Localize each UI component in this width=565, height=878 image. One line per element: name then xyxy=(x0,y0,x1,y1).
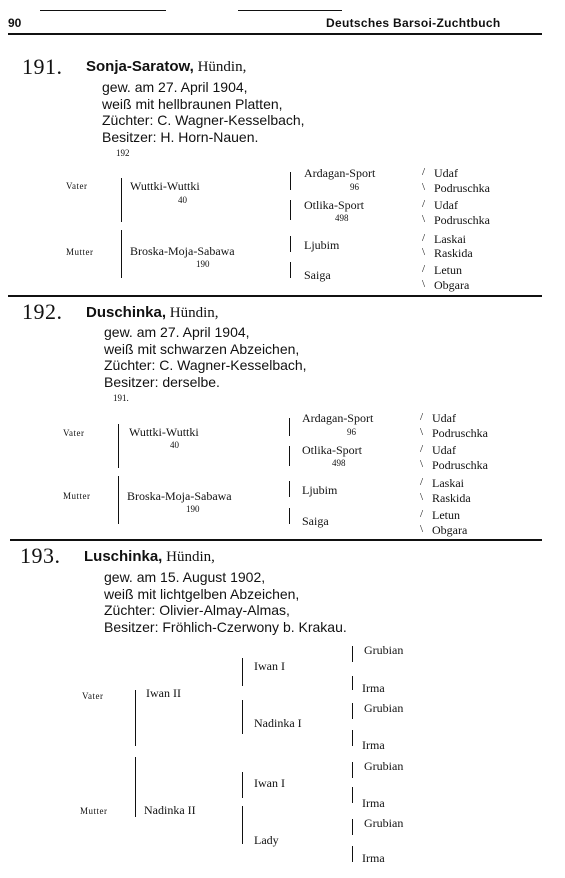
dog-name: Sonja-Saratow, xyxy=(86,58,194,75)
brace xyxy=(289,418,290,436)
detail-line: gew. am 15. August 1902, xyxy=(104,569,266,585)
entry-heading xyxy=(86,304,219,322)
ancestor-name: Grubian xyxy=(364,816,404,830)
sire-name: Iwan II xyxy=(146,686,181,700)
brace xyxy=(352,646,353,662)
brace xyxy=(290,172,291,190)
bracket-mark: \ xyxy=(422,181,426,193)
detail-line: Besitzer: H. Horn-Nauen. xyxy=(102,128,259,145)
dam-name: Nadinka II xyxy=(144,803,196,817)
dog-sex: Hündin, xyxy=(169,305,219,321)
dog-sex: Hündin, xyxy=(197,59,247,75)
sire-number: 40 xyxy=(178,195,187,205)
brace xyxy=(242,700,243,734)
ancestor-name: Irma xyxy=(362,738,385,752)
brace xyxy=(135,757,136,817)
brace xyxy=(121,178,122,222)
grandparent-name: Nadinka I xyxy=(254,716,302,730)
bracket-mark: / xyxy=(422,232,426,244)
bracket-mark: \ xyxy=(420,491,424,503)
detail-line: gew. am 27. April 1904, xyxy=(102,79,248,95)
ancestor-name: Laskai xyxy=(434,232,466,246)
brace xyxy=(242,658,243,686)
grandparent-number: 498 xyxy=(335,213,349,223)
vater-label: Vater xyxy=(82,691,104,701)
brace xyxy=(352,846,353,862)
ancestor-name: Irma xyxy=(362,796,385,810)
brace xyxy=(352,676,353,690)
mutter-label: Mutter xyxy=(66,247,94,257)
detail-line: Besitzer: Fröhlich-Czerwony b. Krakau. xyxy=(104,618,347,635)
ancestor-name: Podruschka xyxy=(434,213,490,227)
ancestor-name: Udaf xyxy=(432,443,456,457)
ancestor-name: Podruschka xyxy=(432,426,488,440)
brace xyxy=(290,200,291,220)
brace xyxy=(352,762,353,778)
mutter-label: Mutter xyxy=(80,806,108,816)
dog-name: Duschinka, xyxy=(86,304,167,321)
entry-heading xyxy=(86,58,246,76)
entry-details xyxy=(104,324,307,390)
brace xyxy=(352,819,353,835)
grandparent-name: Lady xyxy=(254,833,279,847)
brace xyxy=(352,703,353,719)
dam-number: 190 xyxy=(186,504,200,514)
ancestor-name: Udaf xyxy=(432,411,456,425)
ancestor-name: Irma xyxy=(362,681,385,695)
brace xyxy=(135,690,136,746)
detail-line: weiß mit schwarzen Abzeichen, xyxy=(104,340,300,357)
bracket-mark: / xyxy=(422,198,426,210)
sire-name: Wuttki-Wuttki xyxy=(130,179,200,193)
bracket-mark: \ xyxy=(420,523,424,535)
page-title: Deutsches Barsoi-Zuchtbuch xyxy=(326,16,501,30)
ancestor-name: Udaf xyxy=(434,198,458,212)
ancestor-name: Podruschka xyxy=(434,181,490,195)
entry-divider xyxy=(10,539,542,541)
grandparent-number: 96 xyxy=(347,427,356,437)
ancestor-name: Obgara xyxy=(432,523,468,537)
grandparent-name: Saiga xyxy=(304,268,331,282)
bracket-mark: \ xyxy=(420,426,424,438)
entry-divider xyxy=(8,295,542,297)
ancestor-name: Podruschka xyxy=(432,458,488,472)
detail-line: Besitzer: derselbe. xyxy=(104,373,220,390)
grandparent-name: Iwan I xyxy=(254,776,285,790)
bracket-mark: / xyxy=(422,166,426,178)
bracket-mark: \ xyxy=(420,458,424,470)
brace xyxy=(352,730,353,746)
dog-sex: Hündin, xyxy=(166,549,215,565)
entry-ref: 192 xyxy=(116,148,130,158)
bracket-mark: \ xyxy=(422,246,426,258)
ancestor-name: Irma xyxy=(362,851,385,865)
dam-name: Broska-Moja-Sabawa xyxy=(127,489,232,503)
entry-details xyxy=(104,569,347,635)
grandparent-name: Iwan I xyxy=(254,659,285,673)
grandparent-name: Ljubim xyxy=(304,238,340,252)
vater-label: Vater xyxy=(63,428,85,438)
brace xyxy=(118,424,119,468)
entry-ref: 191. xyxy=(113,393,129,403)
brace xyxy=(290,262,291,278)
ancestor-name: Raskida xyxy=(432,491,471,505)
sire-number: 40 xyxy=(170,440,179,450)
dam-number: 190 xyxy=(196,259,210,269)
page-number: 90 xyxy=(8,16,22,30)
entry-number: 192. xyxy=(22,299,63,324)
entry-number: 191. xyxy=(22,54,63,79)
brace xyxy=(121,230,122,278)
brace xyxy=(290,236,291,252)
sire-name: Wuttki-Wuttki xyxy=(129,425,199,439)
ancestor-name: Grubian xyxy=(364,759,404,773)
bracket-mark: / xyxy=(420,411,424,423)
grandparent-name: Ljubim xyxy=(302,483,338,497)
ancestor-name: Grubian xyxy=(364,701,404,715)
brace xyxy=(352,787,353,803)
vater-label: Vater xyxy=(66,181,88,191)
entry-number: 193. xyxy=(20,543,61,568)
grandparent-name: Otlika-Sport xyxy=(302,443,362,457)
brace xyxy=(242,806,243,844)
mutter-label: Mutter xyxy=(63,491,91,501)
ancestor-name: Grubian xyxy=(364,643,404,657)
ancestor-name: Letun xyxy=(432,508,460,522)
header-divider xyxy=(8,33,542,35)
grandparent-name: Ardagan-Sport xyxy=(304,166,376,180)
grandparent-name: Ardagan-Sport xyxy=(302,411,374,425)
bracket-mark: \ xyxy=(422,278,426,290)
ancestor-name: Udaf xyxy=(434,166,458,180)
brace xyxy=(289,481,290,497)
bracket-mark: \ xyxy=(422,213,426,225)
header-rule-right xyxy=(238,10,342,11)
brace xyxy=(289,446,290,466)
ancestor-name: Letun xyxy=(434,263,462,277)
detail-line: gew. am 27. April 1904, xyxy=(104,324,250,340)
grandparent-number: 96 xyxy=(350,182,359,192)
entry-heading xyxy=(84,548,215,566)
dog-name: Luschinka, xyxy=(84,548,163,565)
bracket-mark: / xyxy=(420,476,424,488)
bracket-mark: / xyxy=(420,508,424,520)
bracket-mark: / xyxy=(420,443,424,455)
detail-line: Züchter: Olivier-Almay-Almas, xyxy=(104,602,290,618)
detail-line: Züchter: C. Wagner-Kesselbach, xyxy=(104,357,307,373)
detail-line: Züchter: C. Wagner-Kesselbach, xyxy=(102,112,305,128)
grandparent-name: Otlika-Sport xyxy=(304,198,364,212)
ancestor-name: Raskida xyxy=(434,246,473,260)
brace xyxy=(242,772,243,798)
brace xyxy=(118,476,119,524)
entry-details xyxy=(102,79,305,145)
bracket-mark: / xyxy=(422,263,426,275)
grandparent-name: Saiga xyxy=(302,514,329,528)
ancestor-name: Laskai xyxy=(432,476,464,490)
brace xyxy=(289,508,290,524)
dam-name: Broska-Moja-Sabawa xyxy=(130,244,235,258)
detail-line: weiß mit hellbraunen Platten, xyxy=(102,95,283,112)
header-rule-left xyxy=(40,10,166,11)
grandparent-number: 498 xyxy=(332,458,346,468)
ancestor-name: Obgara xyxy=(434,278,470,292)
detail-line: weiß mit lichtgelben Abzeichen, xyxy=(104,585,300,602)
